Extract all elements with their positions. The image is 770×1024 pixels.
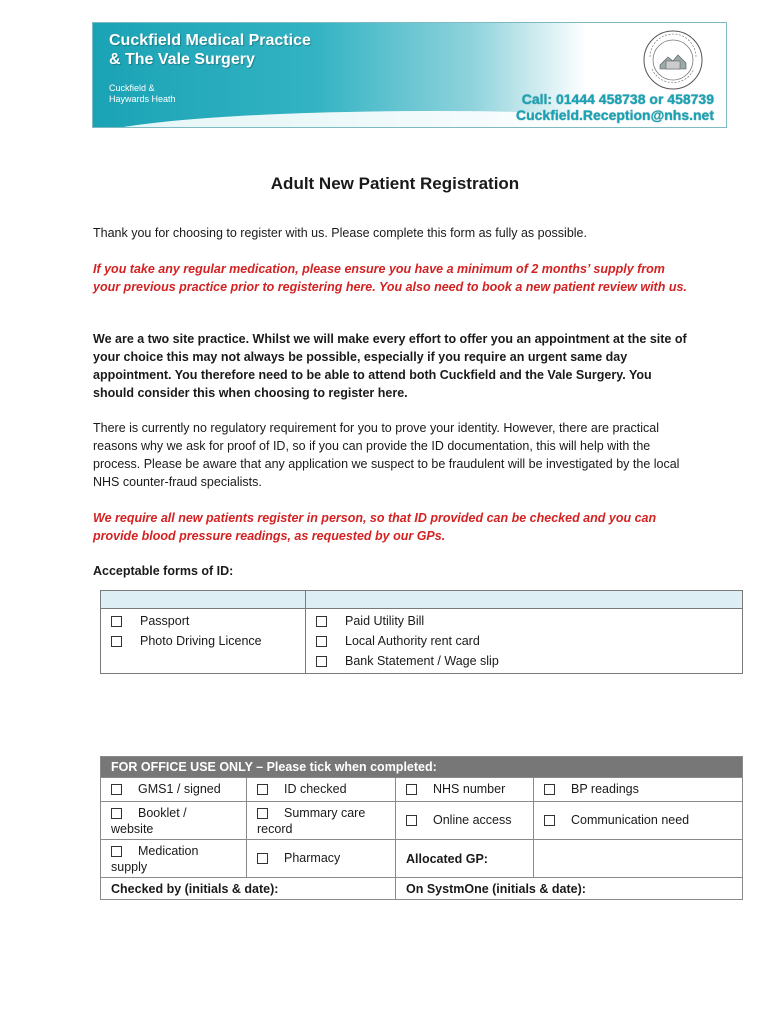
- checkbox-icon[interactable]: [111, 846, 122, 857]
- checkbox-icon[interactable]: [316, 636, 327, 647]
- checkbox-icon[interactable]: [406, 815, 417, 826]
- checkbox-icon[interactable]: [257, 784, 268, 795]
- in-person-notice: We require all new patients register in person, so that ID provided can be checked and you can provide blood pressure readings, as requested by our GPs.: [93, 511, 657, 543]
- office-use-table: FOR OFFICE USE ONLY – Please tick when completed: GMS1 / signed ID checked NHS number BP readings Booklet / website Summary care record Online access Communication need Medication supply Pharmacy Allocated GP: Checked by (initials & date): On SystmOne (initials & date):: [100, 756, 743, 900]
- contact-details: [516, 91, 714, 123]
- id-option-bank-statement[interactable]: Bank Statement / Wage slip: [314, 651, 734, 671]
- identity-paragraph: There is currently no regulatory requirement for you to prove your identity. However, there are practical reasons why we ask for proof of ID, so if you can provide the ID documentation, this will help with the process. Please be aware that any application we suspect to be fraudulent will be investigated by the local NHS counter-fraud specialists.: [93, 421, 680, 489]
- office-booklet[interactable]: Booklet /: [111, 805, 236, 822]
- office-medication-supply[interactable]: Medication: [111, 843, 236, 860]
- office-pharmacy[interactable]: Pharmacy: [257, 850, 385, 867]
- checkbox-icon[interactable]: [316, 616, 327, 627]
- two-site-notice: We are a two site practice. Whilst we will make every effort to offer you an appointment at the site of your choice this may not always be possible, especially if you require an urgent same day appointment. You therefore need to be able to attend both Cuckfield and the Vale Surgery. You should consider this when choosing to register here.: [93, 332, 687, 400]
- office-nhs-number[interactable]: NHS number: [406, 781, 523, 798]
- office-use-header: FOR OFFICE USE ONLY – Please tick when completed:: [101, 757, 743, 778]
- checkbox-icon[interactable]: [544, 784, 555, 795]
- checkbox-icon[interactable]: [111, 636, 122, 647]
- id-forms-table: [100, 590, 743, 674]
- office-id-checked[interactable]: ID checked: [257, 781, 385, 798]
- checkbox-icon[interactable]: [406, 784, 417, 795]
- allocated-gp-label: Allocated GP:: [396, 840, 534, 878]
- page-title: Adult New Patient Registration: [270, 174, 520, 193]
- checkbox-icon[interactable]: [111, 808, 122, 819]
- checkbox-icon[interactable]: [257, 808, 268, 819]
- intro-paragraph: Thank you for choosing to register with us. Please complete this form as fully as possible.: [93, 226, 587, 240]
- office-online-access[interactable]: Online access: [406, 812, 523, 829]
- office-bp-readings[interactable]: BP readings: [544, 781, 732, 798]
- checkbox-icon[interactable]: [544, 815, 555, 826]
- checked-by-field[interactable]: Checked by (initials & date):: [101, 878, 396, 900]
- checkbox-icon[interactable]: [316, 656, 327, 667]
- practice-banner: [92, 22, 727, 128]
- id-option-passport[interactable]: Passport: [109, 611, 297, 631]
- id-option-driving-licence[interactable]: Photo Driving Licence: [109, 631, 297, 651]
- medication-notice: If you take any regular medication, please ensure you have a minimum of 2 months’ supply from your previous practice prior to registering here. You also need to book a new patient review with us.: [93, 262, 687, 294]
- practice-location: Cuckfield & Haywards Heath: [109, 83, 176, 104]
- phone-number: Call: 01444 458738 or 458739: [521, 91, 714, 107]
- id-option-rent-card[interactable]: Local Authority rent card: [314, 631, 734, 651]
- checkbox-icon[interactable]: [111, 616, 122, 627]
- id-option-utility-bill[interactable]: Paid Utility Bill: [314, 611, 734, 631]
- office-summary-care[interactable]: Summary care: [257, 805, 385, 822]
- email-address: Cuckfield.Reception@nhs.net: [515, 107, 714, 123]
- id-forms-label: Acceptable forms of ID:: [93, 564, 234, 578]
- office-communication-need[interactable]: Communication need: [544, 812, 732, 829]
- office-gms1[interactable]: GMS1 / signed: [111, 781, 236, 798]
- seal-logo-icon: [642, 29, 704, 91]
- practice-name: Cuckfield Medical Practice & The Vale Surgery: [109, 32, 311, 68]
- allocated-gp-field[interactable]: [534, 840, 743, 878]
- checkbox-icon[interactable]: [257, 853, 268, 864]
- checkbox-icon[interactable]: [111, 784, 122, 795]
- systmone-field[interactable]: On SystmOne (initials & date):: [396, 878, 743, 900]
